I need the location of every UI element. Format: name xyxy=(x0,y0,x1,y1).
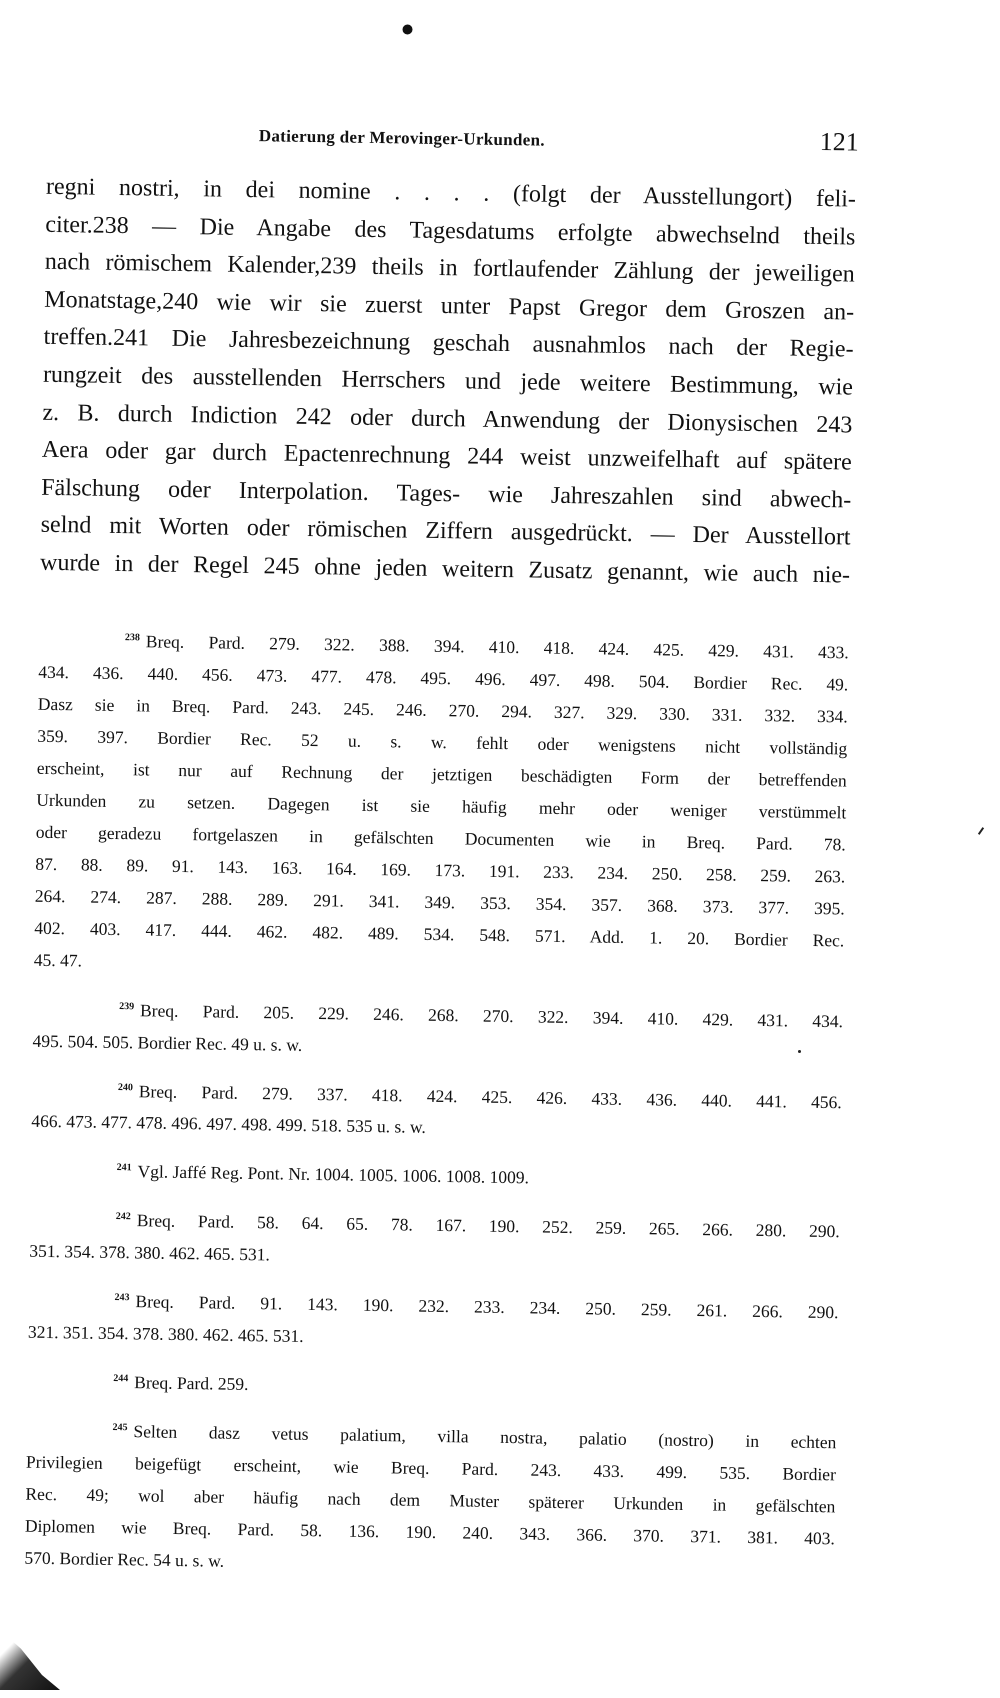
text-line: nach römischem Kalender,239 theils in fortlaufender Zählung der jeweiligen xyxy=(44,248,855,288)
footnote-line: 434. 436. 440. 456. 473. 477. 478. 495. 496. 497. 498. 504. Bordier Rec. 49. xyxy=(38,661,849,695)
footnote-line: oder geradezu fortgelaszen in gefälschten Documenten wie in Breq. Pard. 78. xyxy=(35,821,846,855)
text-line: regni nostri, in dei nomine . . . . (folgt der Ausstellungort) feli- xyxy=(45,173,857,213)
footnote-line: 45. 47. xyxy=(33,949,83,971)
footnote-number: 242 xyxy=(115,1211,131,1223)
ink-dot xyxy=(402,24,412,34)
footnote-number: 238 xyxy=(124,632,141,644)
text-line: z. B. durch Indiction 242 oder durch Anwendung der Dionysischen 243 xyxy=(42,399,853,439)
footnote-243 xyxy=(28,1281,839,1361)
text-line: wurde in der Regel 245 ohne jeden weitern Zusatz genannt, wie auch nie- xyxy=(39,549,851,589)
footnote-line: Privilegien beigefügt erscheint, wie Breq. Pard. 243. 433. 499. 535. Bordier xyxy=(25,1451,837,1484)
footnote-line: $^{242}$ Breq. Pard. 58. 64. 65. 78. 167. 190. 252. 259. 265. 266. 280. 290. xyxy=(115,1210,840,1242)
footnote-line: 402. 403. 417. 444. 462. 482. 489. 534. 548. 571. Add. 1. 20. Bordier Rec. xyxy=(34,917,845,951)
footnote-number: 243 xyxy=(114,1292,130,1304)
footnote-line: 351. 354. 378. 380. 462. 465. 531. xyxy=(29,1240,271,1265)
footnote-line: $^{245}$ Selten dasz vetus palatium, villa nostra, palatio (nostro) in echten xyxy=(112,1420,837,1452)
footnote-245 xyxy=(24,1410,836,1586)
footnote-240 xyxy=(31,1070,842,1150)
text-line: Monatstage,240 wie wir sie zuerst unter Papst Gregor dem Groszen an- xyxy=(44,286,855,326)
footnote-238 xyxy=(34,621,849,989)
page-number: 121 xyxy=(819,126,860,157)
footnote-line: 264. 274. 287. 288. 289. 291. 341. 349. 353. 354. 357. 368. 373. 377. 395. xyxy=(34,885,845,919)
footnote-239 xyxy=(32,990,843,1070)
footnote-line: Dasz sie in Breq. Pard. 243. 245. 246. 270. 294. 327. 329. 330. 331. 332. 334. xyxy=(37,693,848,727)
footnote-241 xyxy=(30,1151,840,1199)
footnote-242 xyxy=(29,1200,840,1280)
footnote-line: 466. 473. 477. 478. 496. 497. 498. 499. 518. 535 u. s. w. xyxy=(31,1111,426,1138)
footnote-line: Rec. 49; wol aber häufig nach dem Muster späterer Urkunden in gefälschten xyxy=(25,1483,836,1516)
footnote-line: $^{243}$ Breq. Pard. 91. 143. 190. 232. 233. 234. 250. 259. 261. 266. 290. xyxy=(114,1291,839,1323)
footnote-line: $^{244}$ Breq. Pard. 259. xyxy=(113,1372,249,1394)
text-line: rungzeit des ausstellenden Herrschers und jede weitere Bestimmung, wie xyxy=(42,361,854,401)
text-line: Aera oder gar durch Epactenrechnung 244 weist unzweifelhaft auf spätere xyxy=(41,436,852,476)
footnote-number: 239 xyxy=(119,1000,135,1013)
footnote-line: Urkunden zu setzen. Dagegen ist sie häufig mehr oder weniger verstümmelt xyxy=(36,789,847,823)
footnote-line: $^{239}$ Breq. Pard. 205. 229. 246. 268. 270. 322. 394. 410. 429. 431. 434. xyxy=(119,1000,844,1032)
footnote-line: 321. 351. 354. 378. 380. 462. 465. 531. xyxy=(27,1321,304,1346)
text-line: citer.238 — Die Angabe des Tagesdatums erfolgte abwechselnd theils xyxy=(45,211,856,251)
text-line: selnd mit Worten oder römischen Ziffern ausgedrückt. — Der Ausstellort xyxy=(40,512,851,551)
footnote-line: 570. Bordier Rec. 54 u. s. w. xyxy=(24,1547,225,1571)
footnotes xyxy=(24,621,849,1600)
footnote-line: erscheint, ist nur auf Rechnung der jetztigen beschädigten Form der betreffenden xyxy=(36,757,847,791)
main-text xyxy=(40,169,856,595)
footnote-line: 359. 397. Bordier Rec. 52 u. s. w. fehlt oder wenigstens nicht vollständig xyxy=(37,725,848,759)
footnote-line: $^{238}$ Breq. Pard. 279. 322. 388. 394. 410. 418. 424. 425. 429. 431. 433. xyxy=(124,631,849,663)
running-title: Datierung der Merovinger-Urkunden. xyxy=(258,126,546,150)
footnote-244 xyxy=(27,1362,837,1410)
footnote-number: 244 xyxy=(113,1372,129,1385)
page-header xyxy=(258,118,859,167)
text-line: treffen.241 Die Jahresbezeichnung geschah ausnahmlos nach der Regie- xyxy=(43,324,854,363)
footnote-line: 87. 88. 89. 91. 143. 163. 164. 169. 173. 191. 233. 234. 250. 258. 259. 263. xyxy=(35,853,846,887)
footnote-line: 495. 504. 505. Bordier Rec. 49 u. s. w. xyxy=(32,1030,303,1055)
scan-speck xyxy=(798,1050,801,1053)
footnote-number: 241 xyxy=(116,1162,132,1174)
text-line: Fälschung oder Interpolation. Tages- wie Jahreszahlen sind abwech- xyxy=(41,474,852,514)
footnote-line: $^{240}$ Breq. Pard. 279. 337. 418. 424. 425. 426. 433. 436. 440. 441. 456. xyxy=(117,1080,842,1112)
footnote-number: 245 xyxy=(112,1421,128,1434)
footnote-line: $^{241}$ Vgl. Jaffé Reg. Pont. Nr. 1004. 1005. 1006. 1008. 1009. xyxy=(116,1161,530,1188)
footnote-line: Diplomen wie Breq. Pard. 58. 136. 190. 240. 343. 366. 370. 371. 381. 403. xyxy=(24,1515,836,1548)
footnote-number: 240 xyxy=(117,1081,133,1093)
